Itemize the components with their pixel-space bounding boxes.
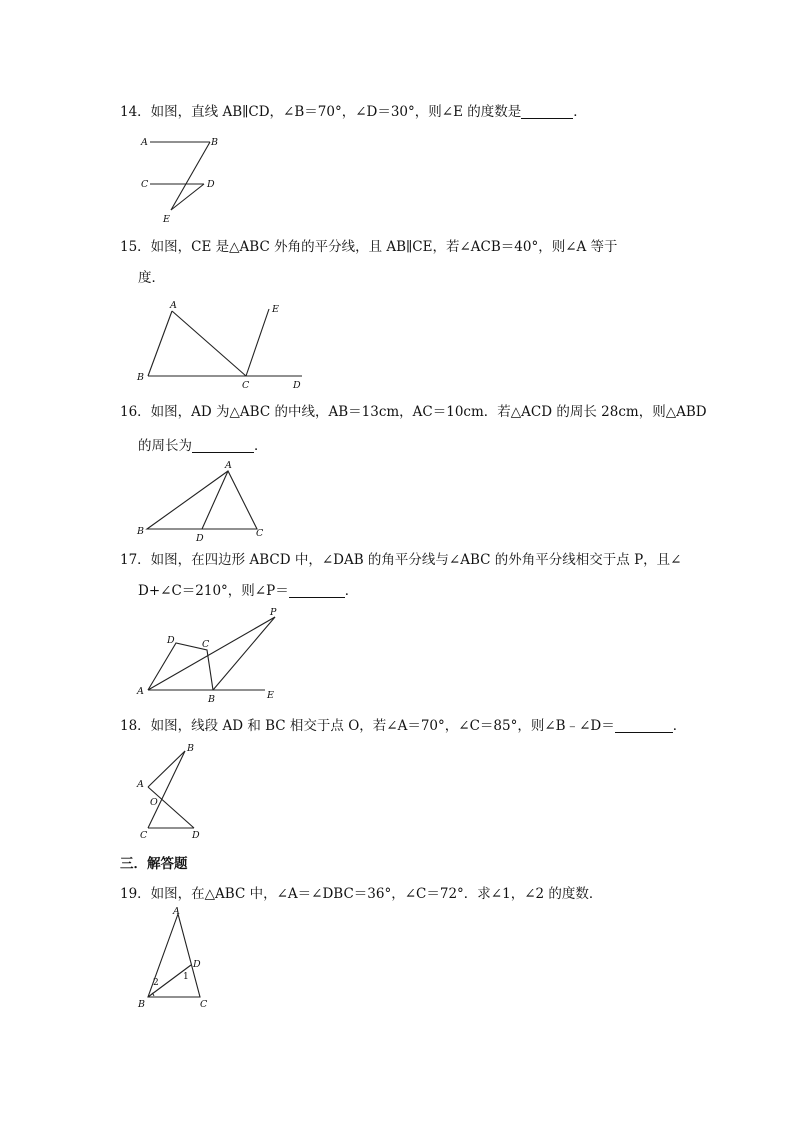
label-d: D <box>192 830 200 841</box>
answer-blank <box>289 583 345 598</box>
question-17-end: ． <box>344 583 359 599</box>
figure-q16 <box>135 458 270 543</box>
question-18-end: ． <box>672 718 687 734</box>
quadrilateral-abcd <box>148 643 213 690</box>
question-15 <box>120 237 618 257</box>
label-e: E <box>272 304 279 315</box>
label-c: C <box>242 380 250 391</box>
figure-q15 <box>135 298 310 393</box>
label-d: D <box>193 959 201 970</box>
line-ce <box>246 309 269 376</box>
line-ab <box>148 311 172 376</box>
label-c: C <box>256 528 264 539</box>
question-15-line1: 15．如图，CE 是△ABC 外角的平分线，且 AB∥CE，若∠ACB＝40°，则∠A 等于 <box>120 239 618 255</box>
label-c: C <box>140 830 148 841</box>
label-b: B <box>208 694 215 705</box>
question-16-line2-text: 的周长为 <box>138 438 192 454</box>
label-c: C <box>141 179 149 190</box>
question-17 <box>120 550 681 570</box>
question-16-line1: 16．如图，AD 为△ABC 的中线，AB＝13cm，AC＝10cm．若△ACD 的周长 28cm，则△ABD <box>120 404 707 420</box>
question-15-line2 <box>138 268 165 288</box>
line-de <box>171 184 204 210</box>
figure-q18 <box>135 742 215 842</box>
answer-blank <box>192 438 254 453</box>
label-a: A <box>225 460 232 471</box>
line-ab <box>148 751 185 787</box>
label-b: B <box>187 743 194 754</box>
question-14-text: 14．如图，直线 AB∥CD，∠B＝70°，∠D＝30°，则∠E 的度数是 <box>120 104 522 120</box>
label-d: D <box>293 380 301 391</box>
label-a: A <box>141 137 148 148</box>
angle-1-label: 1 <box>183 972 189 982</box>
figure-q19 <box>135 905 215 1010</box>
label-d: D <box>207 179 215 190</box>
label-d: D <box>196 533 204 544</box>
label-a: A <box>137 686 144 697</box>
label-a: A <box>170 300 177 311</box>
answer-blank <box>615 718 673 733</box>
question-18-text: 18．如图，线段 AD 和 BC 相交于点 O，若∠A＝70°，∠C＝85°，则∠B﹣∠D＝ <box>120 718 615 734</box>
label-b: B <box>211 137 218 148</box>
question-16-line2 <box>138 436 268 456</box>
label-b: B <box>137 526 144 537</box>
label-e: E <box>267 690 274 701</box>
label-p: P <box>270 607 277 618</box>
question-14 <box>120 102 587 122</box>
question-17-line2 <box>138 581 358 601</box>
question-16-end: ． <box>254 438 268 454</box>
triangle-abc <box>147 471 257 529</box>
label-a: A <box>137 779 144 790</box>
answer-blank <box>521 104 573 119</box>
label-a: A <box>173 906 180 917</box>
question-14-end: ． <box>573 104 587 120</box>
question-19-text: 19．如图，在△ABC 中，∠A＝∠DBC＝36°，∠C＝72°．求∠1，∠2 的度数． <box>120 886 603 902</box>
label-o: O <box>150 797 158 808</box>
question-17-line1: 17．如图，在四边形 ABCD 中，∠DAB 的角平分线与∠ABC 的外角平分线相交于点 P，且∠ <box>120 552 682 568</box>
question-17-line2-text: D+∠C＝210°，则∠P＝ <box>138 583 289 599</box>
line-ac <box>172 311 246 376</box>
figure-q14 <box>135 130 225 225</box>
label-b: B <box>137 372 144 383</box>
label-c: C <box>202 639 210 650</box>
label-e: E <box>163 214 170 225</box>
question-19 <box>120 884 602 904</box>
line-bc <box>148 751 185 828</box>
label-b: B <box>138 999 145 1010</box>
line-be <box>171 142 210 210</box>
figure-q17 <box>135 608 285 703</box>
question-16 <box>120 402 707 422</box>
question-15-line2-text: 度． <box>138 270 165 286</box>
angle-2-label: 2 <box>153 978 159 988</box>
line-bp <box>213 617 275 690</box>
angle-2-arc <box>152 993 154 996</box>
label-c: C <box>200 999 208 1010</box>
question-18 <box>120 716 686 736</box>
section-title: 三．解答题 <box>120 856 188 872</box>
label-d: D <box>167 635 175 646</box>
